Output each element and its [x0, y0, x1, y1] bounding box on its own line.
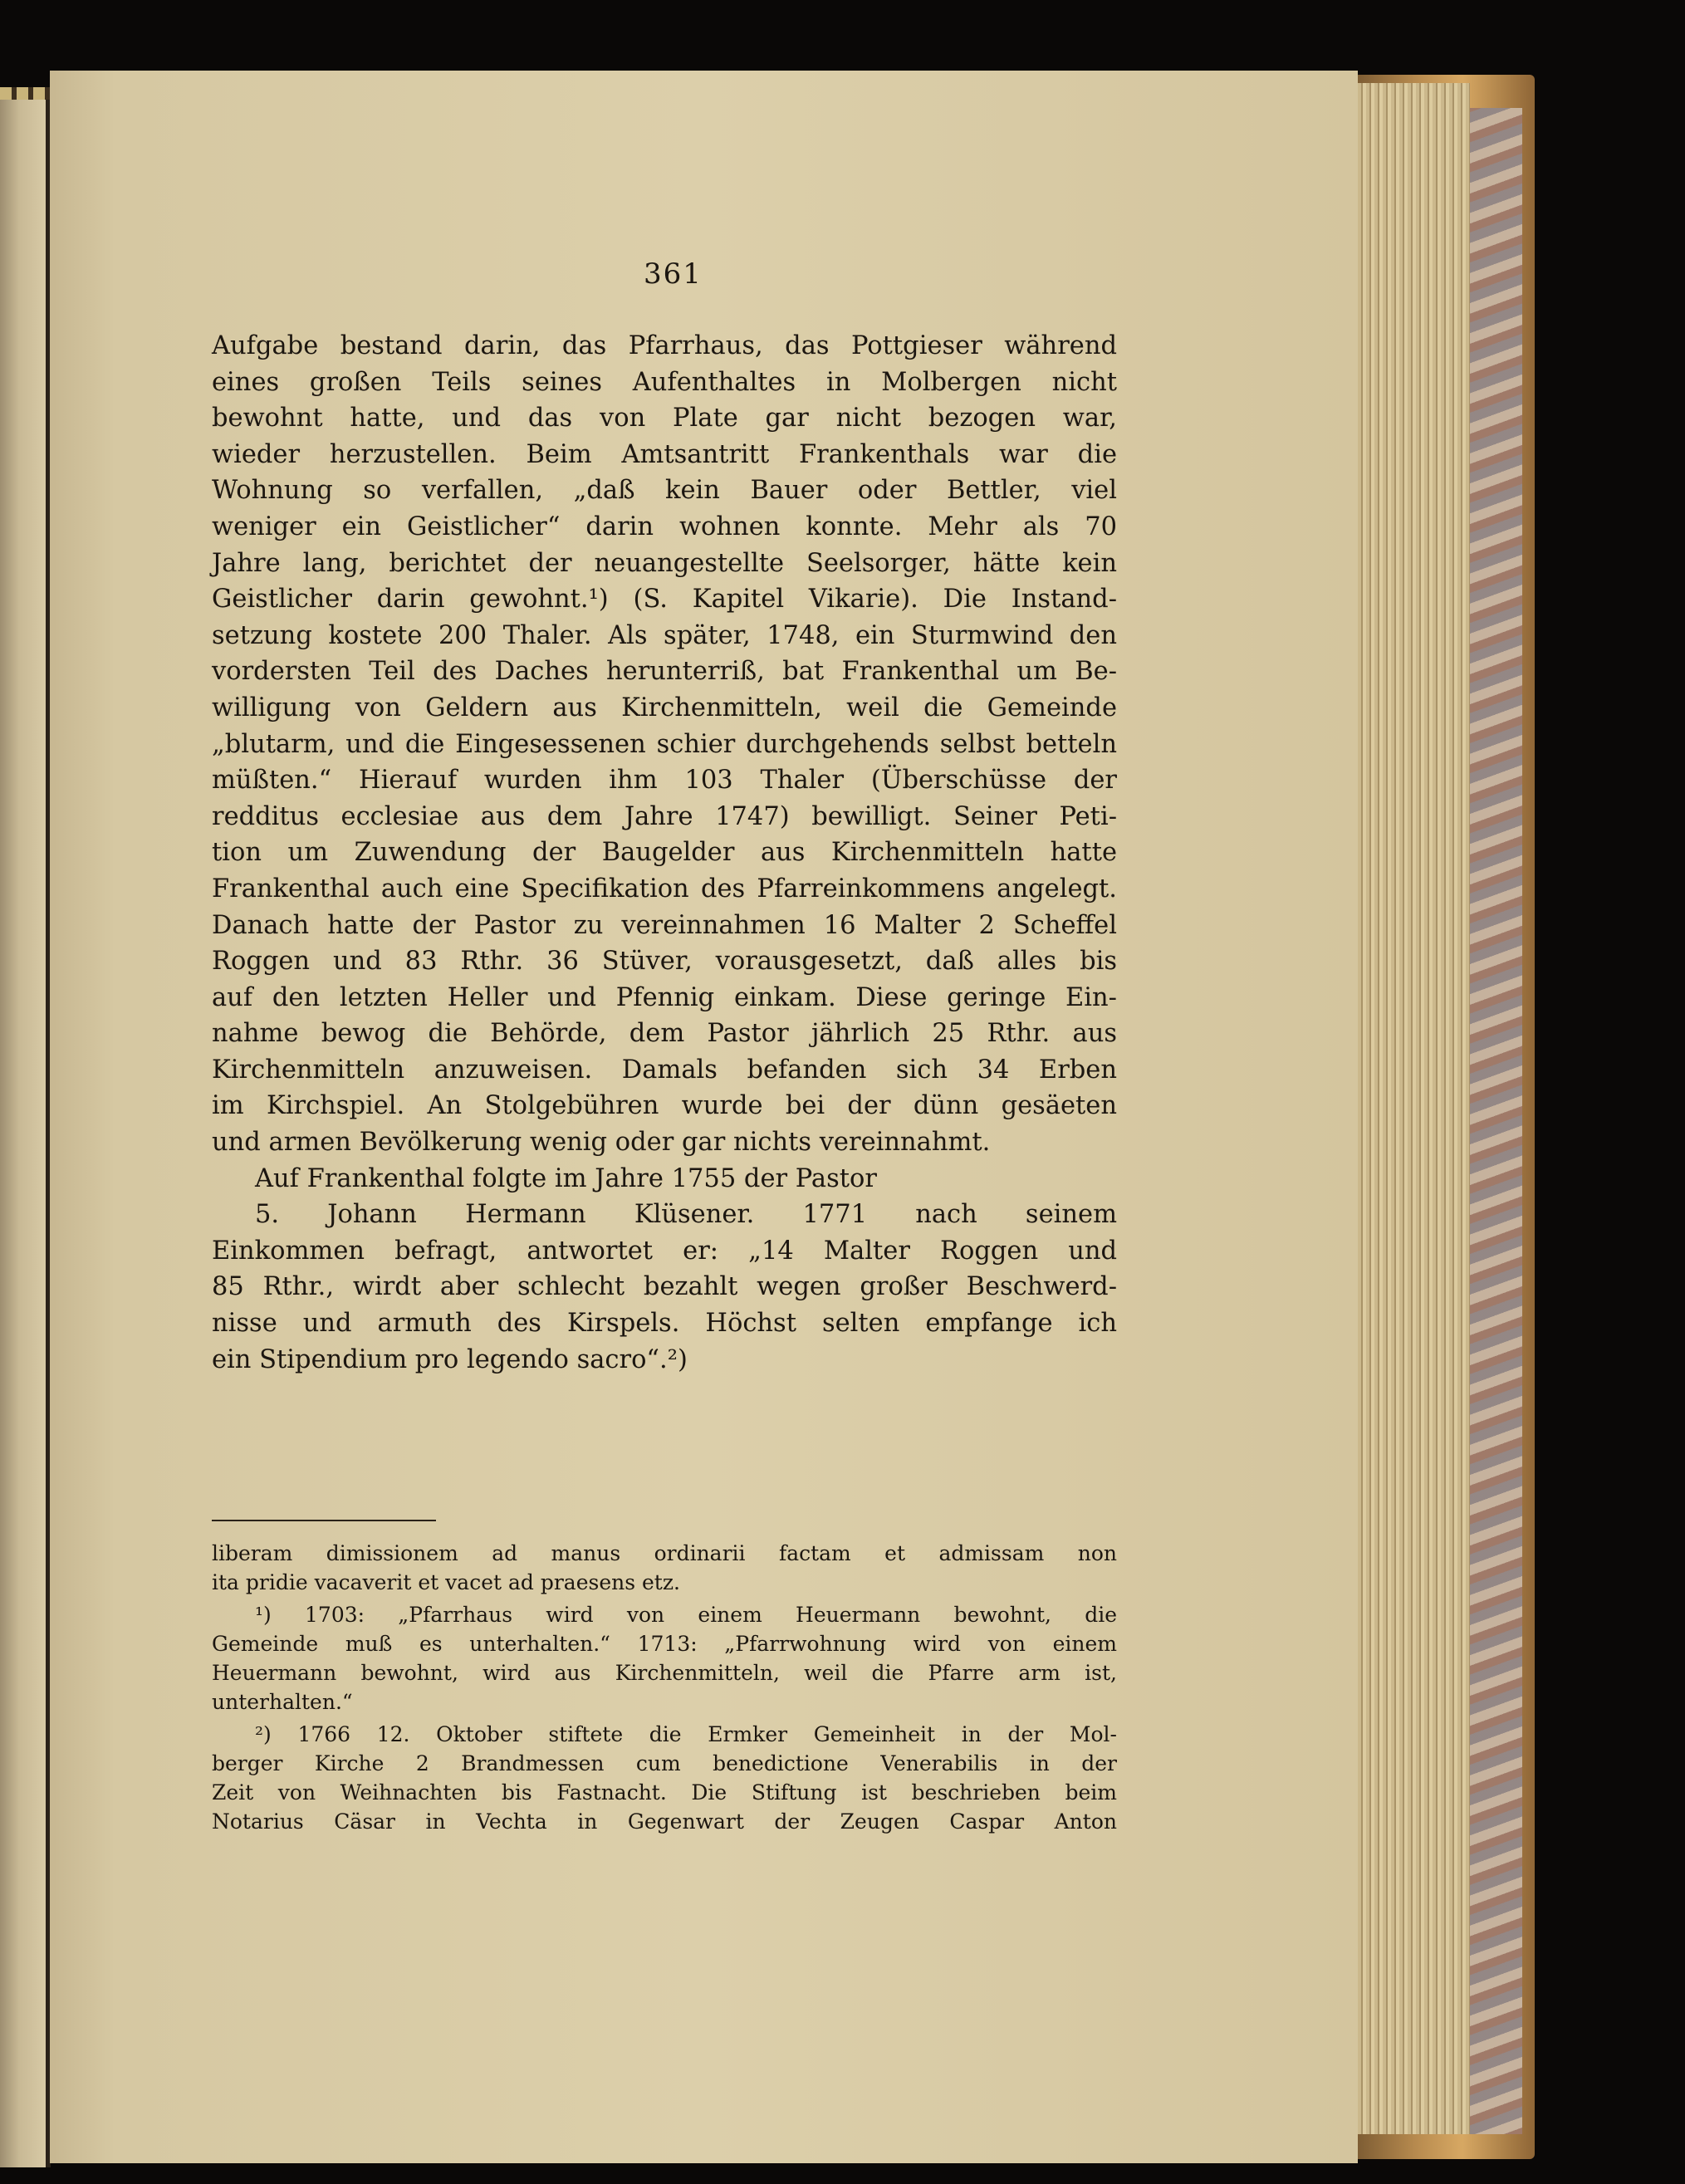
body-line: wieder herzustellen. Beim Amtsantritt Frankenthals war die	[212, 439, 1117, 469]
footnote-1-line: Gemeinde muß es unterhalten.“ 1713: „Pfarrwohnung wird von einem	[212, 1632, 1117, 1656]
footnote-line: ita pridie vacaverit et vacet ad praesens etz.	[212, 1570, 680, 1594]
body-line: und armen Bevölkerung wenig oder gar nichts vereinnahmt.	[212, 1128, 991, 1158]
body-line: setzung kostete 200 Thaler. Als später, 1748, ein Sturmwind den	[212, 620, 1117, 650]
page-number: 361	[644, 257, 703, 291]
footnote-1-line: ¹) 1703: „Pfarrhaus wird von einem Heuermann bewohnt, die	[255, 1603, 1117, 1627]
page-stack-edge	[1349, 83, 1470, 2134]
body-line: „blutarm, und die Eingesessenen schier durchgehends selbst betteln	[212, 729, 1117, 759]
body-line: weniger ein Geistlicher“ darin wohnen konnte. Mehr als 70	[212, 512, 1117, 541]
footnotes	[212, 1539, 1117, 1836]
body-line: nisse und armuth des Kirspels. Höchst selten empfange ich	[212, 1309, 1117, 1339]
body-line: müßten.“ Hierauf wurden ihm 103 Thaler (Überschüsse der	[212, 766, 1117, 796]
body-line: Danach hatte der Pastor zu vereinnahmen 16 Malter 2 Scheffel	[212, 910, 1117, 940]
body-line: tion um Zuwendung der Baugelder aus Kirchenmitteln hatte	[212, 838, 1117, 868]
body-line: bewohnt hatte, und das von Plate gar nicht bezogen war,	[212, 404, 1117, 433]
body-line: Frankenthal auch eine Specifikation des Pfarreinkommens angelegt.	[212, 874, 1117, 903]
body-line: Kirchenmitteln anzuweisen. Damals befanden sich 34 Erben	[212, 1055, 1117, 1085]
footnote-rule	[212, 1520, 436, 1521]
body-line: Einkommen befragt, antwortet er: „14 Malter Roggen und	[212, 1236, 1117, 1266]
body-line: ein Stipendium pro legendo sacro“.²)	[212, 1344, 688, 1374]
body-line: Wohnung so verfallen, „daß kein Bauer oder Bettler, viel	[212, 476, 1117, 506]
body-line: Aufgabe bestand darin, das Pfarrhaus, das Pottgieser während	[212, 331, 1117, 360]
body-line: auf den letzten Heller und Pfennig einkam. Diese geringe Ein-	[212, 982, 1117, 1012]
footnote-line: liberam dimissionem ad manus ordinarii factam et admissam non	[212, 1541, 1117, 1565]
paragraph-line: Auf Frankenthal folgte im Jahre 1755 der Pastor	[255, 1163, 877, 1193]
footnote-1-line: unterhalten.“	[212, 1690, 353, 1714]
footnote-2-line: ²) 1766 12. Oktober stiftete die Ermker Gemeinheit in der Mol-	[255, 1722, 1117, 1746]
body-line: redditus ecclesiae aus dem Jahre 1747) bewilligt. Seiner Peti-	[212, 801, 1117, 831]
body-line: Geistlicher darin gewohnt.¹) (S. Kapitel Vikarie). Die Instand-	[212, 585, 1117, 615]
pastor-heading-line: 5. Johann Hermann Klüsener. 1771 nach seinem	[255, 1200, 1117, 1230]
body-text	[212, 328, 1117, 1378]
footnote-1-line: Heuermann bewohnt, wird aus Kirchenmitteln, weil die Pfarre arm ist,	[212, 1661, 1117, 1685]
body-line: nahme bewog die Behörde, dem Pastor jährlich 25 Rthr. aus	[212, 1019, 1117, 1049]
body-line: eines großen Teils seines Aufenthaltes in Molbergen nicht	[212, 367, 1117, 397]
footnote-2-line: Zeit von Weihnachten bis Fastnacht. Die Stiftung ist beschrieben beim	[212, 1780, 1117, 1804]
body-line: 85 Rthr., wirdt aber schlecht bezahlt wegen großer Beschwerd-	[212, 1272, 1117, 1302]
book-page	[50, 71, 1358, 2163]
body-line: im Kirchspiel. An Stolgebühren wurde bei der dünn gesäeten	[212, 1091, 1117, 1121]
body-line: Roggen und 83 Rthr. 36 Stüver, vorausgesetzt, daß alles bis	[212, 947, 1117, 977]
left-page-edge	[0, 100, 48, 2167]
footnote-2-line: berger Kirche 2 Brandmessen cum benedictione Venerabilis in der	[212, 1751, 1117, 1775]
footnote-2-line: Notarius Cäsar in Vechta in Gegenwart der Zeugen Caspar Anton	[212, 1809, 1117, 1834]
body-line: vordersten Teil des Daches herunterriß, bat Frankenthal um Be-	[212, 657, 1117, 687]
body-line: Jahre lang, berichtet der neuangestellte Seelsorger, hätte kein	[212, 548, 1117, 578]
body-line: willigung von Geldern aus Kirchenmitteln, weil die Gemeinde	[212, 693, 1117, 722]
